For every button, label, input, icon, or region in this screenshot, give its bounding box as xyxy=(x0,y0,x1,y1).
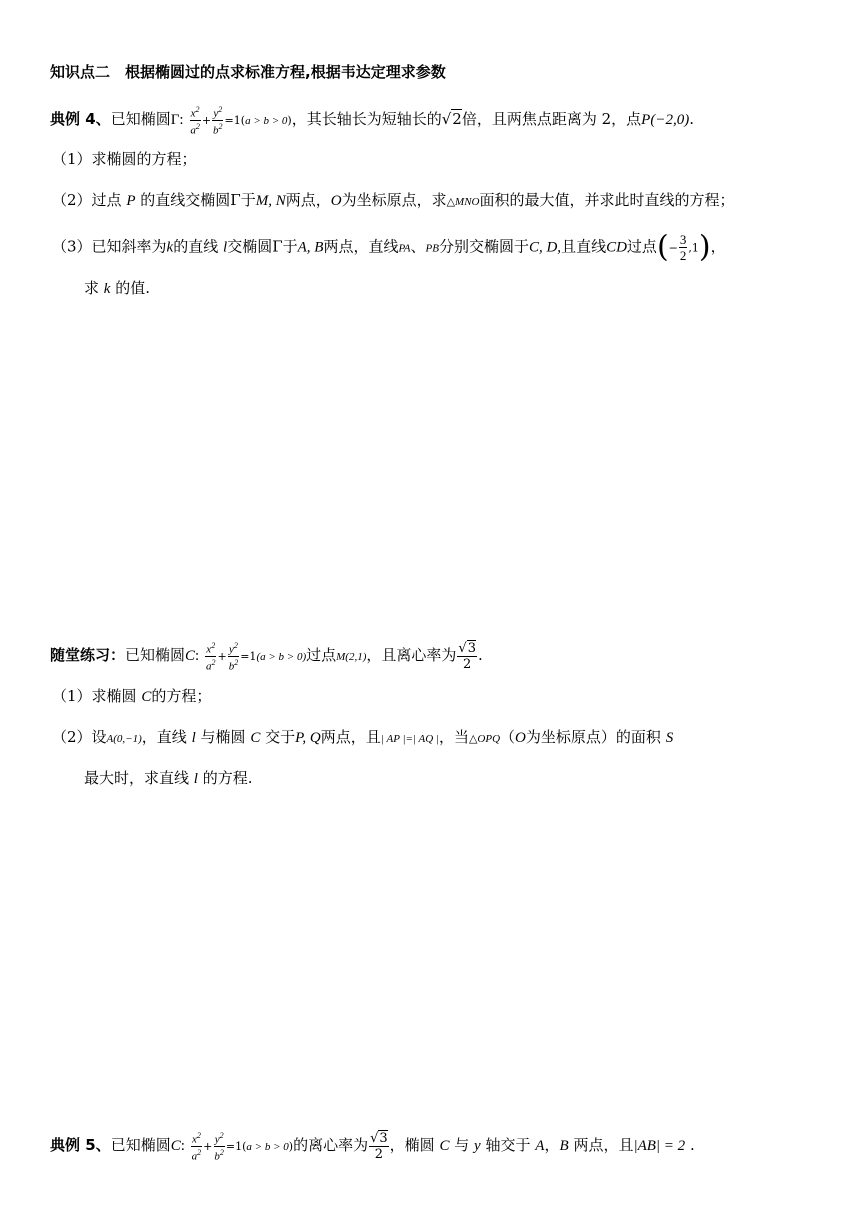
practice-q2-b: ，直线 xyxy=(141,728,187,746)
practice-q1-b: 的方程； xyxy=(151,687,212,705)
q3-pb: PB xyxy=(425,242,439,255)
close-paren: ) xyxy=(287,114,292,128)
example4-text-mid: 倍，且两焦点距离为 2，点 xyxy=(461,110,642,129)
practice-q2-d: 交于 xyxy=(265,728,296,746)
q3-frac-den: 2 xyxy=(679,248,687,263)
practice-q1-c: C xyxy=(141,689,152,705)
example4-sep: 、 xyxy=(95,110,111,129)
colon: : xyxy=(195,648,200,665)
section-title: 知识点二 根据椭圆过的点求标准方程,根据韦达定理求参数 xyxy=(50,63,446,81)
practice-text-b: ，且离心率为 xyxy=(366,646,457,665)
q3-point-y: ,1 xyxy=(688,241,699,255)
colon: : xyxy=(180,1138,185,1155)
plus-sign: + xyxy=(203,1140,213,1154)
practice-intro: 已知椭圆 xyxy=(125,646,186,665)
example5-statement xyxy=(50,1130,695,1162)
practice-q2-h: 为坐标原点）的面积 xyxy=(525,728,661,746)
practice-cont-l: l xyxy=(193,771,198,787)
example5-sep: 、 xyxy=(95,1136,111,1155)
close-paren: ) xyxy=(288,1140,294,1154)
example4-q1: （1）求椭圆的方程； xyxy=(52,150,197,168)
example4-cond: a > b > 0 xyxy=(245,115,288,128)
q2-triangle: △MNO xyxy=(446,196,480,208)
practice-cont-a: 最大时，求直线 xyxy=(84,769,190,787)
q3-cont-b: 的值. xyxy=(115,279,151,297)
y-frac: $\frac{y^2}{b^2}$ xyxy=(214,1131,224,1163)
practice-ecc-num: 3 xyxy=(467,640,476,656)
practice-cont-b: 的方程. xyxy=(202,769,253,787)
q3-text-c: 交椭圆Γ于 xyxy=(227,237,298,256)
q3-l: l xyxy=(223,239,228,256)
q2-mn: M, N xyxy=(255,193,286,209)
q3-point-frac xyxy=(679,232,688,263)
example5-text-d: 轴交于 xyxy=(485,1136,531,1155)
paren-close: ) xyxy=(698,229,711,265)
q3-k: k xyxy=(166,239,174,256)
q2-text-c: 两点， xyxy=(285,191,331,209)
example5-c2: C xyxy=(439,1138,450,1155)
example5-ecc-den: 2 xyxy=(374,1146,383,1162)
practice-curve: C xyxy=(185,648,196,665)
example4-end: . xyxy=(689,110,694,129)
q3-text-h: 过点 xyxy=(626,237,657,256)
y-frac: $\frac{y^2}{b^2}$ xyxy=(228,641,239,673)
q3-text-b: 的直线 xyxy=(173,237,219,256)
example5-a: A xyxy=(535,1138,545,1155)
example4-q3-cont xyxy=(84,276,150,301)
colon: : xyxy=(179,112,184,129)
practice-q2-cont xyxy=(84,766,253,791)
example4-q2 xyxy=(52,188,735,214)
practice-text-a: 过点 xyxy=(306,646,337,665)
example4-sqrt: 2 xyxy=(452,110,462,129)
plus-sign: + xyxy=(217,650,227,664)
paren-open: ( xyxy=(656,229,669,265)
q2-text-e: 面积的最大值，并求此时直线的方程； xyxy=(479,191,735,209)
practice-q2-g: （ xyxy=(500,728,516,746)
plus-sign: + xyxy=(201,114,212,128)
example5-text-c: 与 xyxy=(454,1136,470,1155)
example5-label: 典例 5 xyxy=(50,1136,96,1155)
eq-one: =1 xyxy=(240,650,257,664)
practice-q2-s: S xyxy=(665,730,674,746)
practice-statement xyxy=(50,640,483,672)
example5-b: B xyxy=(559,1138,569,1155)
practice-end: . xyxy=(477,646,483,665)
practice-q2-c: 与椭圆 xyxy=(200,728,246,746)
practice-q2-l: l xyxy=(191,730,196,746)
example5-ecc-num: 3 xyxy=(379,1130,388,1146)
q3-text-f: 分别交椭圆于 xyxy=(438,237,529,256)
example5-ecc: $\frac{√3}{2}$ xyxy=(370,1130,388,1162)
practice-q2-e: 两点，且 xyxy=(320,728,381,746)
x-frac: $\frac{x^2}{a^2}$ xyxy=(206,641,216,673)
example4-q3 xyxy=(52,229,726,265)
practice-label: 随堂练习： xyxy=(50,646,126,665)
practice-q2-f: ，当 xyxy=(438,728,469,746)
practice-q2-point-a: A(0,−1) xyxy=(106,733,142,745)
practice-cond: (a > b > 0) xyxy=(256,651,307,664)
example5-text-e: 两点，且 xyxy=(573,1136,634,1155)
q3-pa: PA xyxy=(398,242,411,255)
q2-o: O xyxy=(330,193,342,209)
eq-one: =1( xyxy=(225,1140,247,1154)
x-frac: $\frac{x^2}{a^2}$ xyxy=(191,1131,202,1163)
q3-cont-k: k xyxy=(103,281,111,297)
example5-text-a: 的离心率为 xyxy=(293,1136,369,1155)
practice-point-m: M(2,1) xyxy=(336,651,367,664)
q3-text-g: 且直线 xyxy=(561,237,607,256)
example4-curve: Γ xyxy=(170,112,180,129)
q2-point-p: P xyxy=(126,193,136,209)
practice-q1-a: （1）求椭圆 xyxy=(52,687,137,705)
eq-one: =1( xyxy=(224,114,246,128)
q3-cd: C, D, xyxy=(528,239,562,256)
practice-q1 xyxy=(52,684,211,709)
practice-q2-o: O xyxy=(515,730,526,746)
q3-text-a: （3）已知斜率为 xyxy=(52,237,167,256)
q2-text-a: （2）过点 xyxy=(52,191,122,209)
example5-curve: C xyxy=(170,1138,181,1155)
minus-sign: − xyxy=(668,241,678,255)
x-frac: $\frac{x^2}{a^2}$ xyxy=(190,105,200,137)
example5-intro: 已知椭圆 xyxy=(110,1136,171,1155)
q3-end: ， xyxy=(710,237,726,256)
example4-intro: 已知椭圆 xyxy=(110,110,171,129)
example4-label: 典例 4 xyxy=(50,110,96,129)
y-frac: $\frac{y^2}{b^2}$ xyxy=(213,105,223,137)
practice-q2-triangle: △OPQ xyxy=(468,733,501,745)
q3-cont-a: 求 xyxy=(84,279,100,297)
q3-ab: A, B xyxy=(297,239,324,256)
practice-ecc: $\frac{√3}{2}$ xyxy=(458,640,476,672)
example5-cond: a > b > 0 xyxy=(246,1141,289,1154)
q2-text-d: 为坐标原点，求 xyxy=(341,191,447,209)
q2-text-b: 的直线交椭圆Γ于 xyxy=(140,191,256,209)
practice-q2-a: （2）设 xyxy=(52,728,107,746)
practice-q2-curve: C xyxy=(250,730,261,746)
q3-frac-num: 3 xyxy=(679,232,687,247)
example4-text-after: ，其长轴长为短轴长的 xyxy=(291,110,442,129)
example5-comma: ， xyxy=(544,1136,560,1155)
q3-cd-line: CD xyxy=(606,239,627,256)
q3-text-e: 、 xyxy=(410,237,426,256)
practice-q2-pq: P, Q xyxy=(295,730,321,746)
practice-q2-abs: | AP |=| AQ | xyxy=(380,733,439,745)
example5-text-b: ，椭圆 xyxy=(389,1136,435,1155)
example4-point: P(−2,0) xyxy=(641,112,690,129)
practice-ecc-den: 2 xyxy=(463,656,472,672)
practice-q2 xyxy=(52,725,673,751)
q3-text-d: 两点，直线 xyxy=(323,237,399,256)
example5-abs: |AB| = 2 xyxy=(633,1138,686,1155)
example5-y: y xyxy=(474,1138,481,1155)
example4-statement: 典例 4、已知椭圆Γ: $\frac{x^2}{a^2}$ + $\frac{y^2}{b^2}$ =1(a > b > 0)，其长轴长为短轴长的√2倍，且两焦点距离为 2，点P(−2,0). xyxy=(50,105,694,137)
example5-end: . xyxy=(689,1136,695,1155)
